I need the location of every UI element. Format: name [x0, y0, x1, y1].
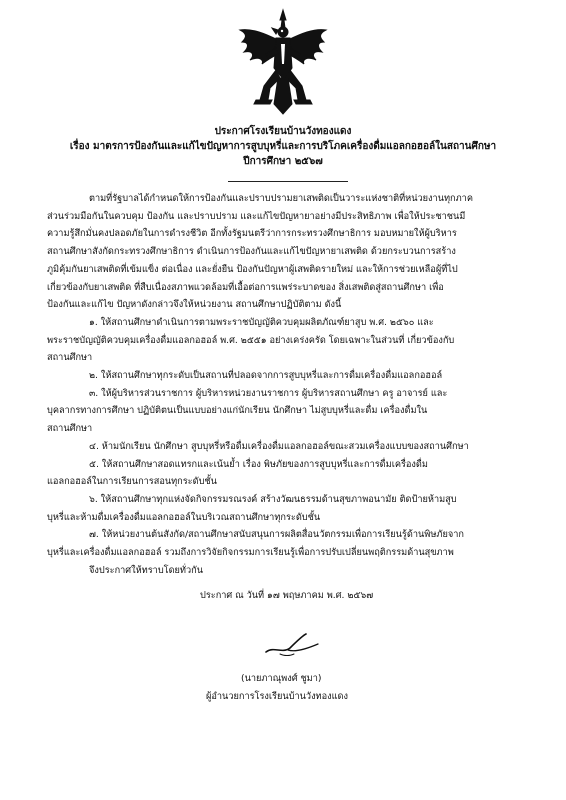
text-line: ๗. ให้หน่วยงานต้นสังกัด/สถานศึกษาสนับสนุนการผลิตสื่อนวัตกรรมเพื่อการเรียนรู้ด้านพิษภัยจาก: [89, 529, 464, 541]
signer-position: ผู้อำนวยการโรงเรียนบ้านวังทองแดง: [206, 691, 348, 702]
measure-item-3: [47, 385, 527, 438]
text-line: สถานศึกษา: [47, 352, 93, 364]
text-line: ตามที่รัฐบาลได้กำหนดให้การป้องกันและปราบปรามยาเสพติดเป็นวาระแห่งชาติที่หน่วยงานทุกภาค: [89, 193, 473, 204]
signer-name: (นายภาณุพงศ์ ชูมา): [241, 673, 322, 684]
document-header: [40, 124, 526, 169]
measure-item-2: [47, 367, 527, 385]
text-line: ๕. ให้สถานศึกษาสอดแทรกและเน้นย้ำ เรื่อง พิษภัยของการสูบบุหรี่และการดื่มเครื่องดื่ม: [89, 458, 428, 470]
text-line: บุหรี่และเครื่องดื่มแอลกอฮอล์ รวมถึงการวิจัยกิจกรรมการเรียนรู้เพื่อการปรับเปลี่ยนพฤติกรรมด้านสุขภาพ: [47, 547, 454, 559]
text-line: สถานศึกษา: [47, 423, 93, 435]
text-line: พระราชบัญญัติควบคุมเครื่องดื่มแอลกอฮอล์ พ.ศ. ๒๕๕๑ อย่างเคร่งครัด โดยเฉพาะในส่วนที่ เกี่ยวข้องกับ: [47, 334, 455, 346]
text-line: แอลกอฮอล์ในการเรียนการสอนทุกระดับชั้น: [47, 476, 217, 488]
intro-paragraph: [47, 190, 527, 314]
text-line: ๔. ห้ามนักเรียน นักศึกษา สูบบุหรี่หรือดื่มเครื่องดื่มแอลกอฮอล์ขณะสวมเครื่องแบบของสถานศึกษา: [89, 440, 469, 452]
text-line: ๖. ให้สถานศึกษาทุกแห่งจัดกิจกรรมรณรงค์ สร้างวัฒนธรรมด้านสุขภาพอนามัย ติดป้ายห้ามสูบ: [89, 493, 457, 505]
text-line: ส่วนร่วมมือกันในควบคุม ป้องกัน และปราบปราม และแก้ไขปัญหายาอย่างมีประสิทธิภาพ เพื่อให้ประชาชนมี: [47, 210, 466, 222]
academic-year: ปีการศึกษา ๒๕๖๗: [243, 156, 323, 167]
closing-line: จึงประกาศให้ทราบโดยทั่วกัน: [89, 564, 203, 576]
text-line: ๓. ให้ผู้บริหารส่วนราชการ ผู้บริหารหน่วยงานราชการ ผู้บริหารสถานศึกษา ครู อาจารย์ และ: [89, 387, 448, 399]
text-line: ๑. ให้สถานศึกษาดำเนินการตามพระราชบัญญัติควบคุมผลิตภัณฑ์ยาสูบ พ.ศ. ๒๕๖๐ และ: [89, 316, 434, 328]
measure-item-4: [47, 438, 527, 456]
header-divider: [228, 181, 348, 182]
text-line: ๒. ให้สถานศึกษาทุกระดับเป็นสถานที่ปลอดจากการสูบบุหรี่และการดื่มเครื่องดื่มแอลกอฮอล์: [89, 370, 443, 382]
text-line: ภูมิคุ้มกันยาเสพติดที่เข้มแข็ง ต่อเนื่อง และยั่งยืน ป้องกันปัญหาผู้เสพติดรายใหม่ และให้การช่วยเหลือผู้ที่ไป: [47, 263, 458, 275]
measure-item-1: [47, 314, 527, 367]
text-line: บุหรี่และห้ามดื่มเครื่องดื่มแอลกอฮอล์ในบริเวณสถานศึกษาทุกระดับชั้น: [47, 511, 321, 523]
text-line: บุคลากรทางการศึกษา ปฏิบัติตนเป็นแบบอย่างแก่นักเรียน นักศึกษา ไม่สูบบุหรี่และดื่ม เครื่องดื่มใน: [47, 405, 428, 417]
garuda-emblem-icon: [238, 8, 328, 116]
text-line: สถานศึกษาสังกัดกระทรวงศึกษาธิการ ดำเนินการป้องกันและแก้ไขปัญหายาเสพติด ด้วยกระบวนการสร้าง: [47, 246, 456, 258]
announcement-date: ประกาศ ณ วันที่ ๑๗ พฤษภาคม พ.ศ. ๒๕๖๗: [200, 590, 374, 601]
text-line: ป้องกันและแก้ไข ปัญหาดังกล่าวจึงให้หน่วยงาน สถานศึกษาปฏิบัติตาม ดังนี้: [47, 299, 342, 311]
measure-item-7: [47, 526, 527, 561]
text-line: เกี่ยวข้องกับยาเสพติด ที่สืบเนื่องสภาพแวดล้อมที่เอื้อต่อการแพร่ระบาดของ สิ่งเสพติดสู่สถานศึกษา เพื่อ: [47, 281, 444, 293]
subject-title: เรื่อง มาตรการป้องกันและแก้ไขปัญหาการสูบบุหรี่และการบริโภคเครื่องดื่มแอลกอฮอล์ในสถานศึกษา: [69, 141, 497, 152]
measure-item-5: [47, 456, 527, 491]
document-body: [47, 190, 527, 579]
handwritten-signature-icon: [260, 630, 324, 660]
org-title: ประกาศโรงเรียนบ้านวังทองแดง: [214, 126, 352, 137]
measure-item-6: [47, 491, 527, 526]
text-line: ความรู้สึกมั่นคงปลอดภัยในการดำรงชีวิต อีกทั้งรัฐมนตรีว่าการกระทรวงศึกษาธิการ มอบหมายให้ผู้บริหาร: [47, 228, 457, 240]
